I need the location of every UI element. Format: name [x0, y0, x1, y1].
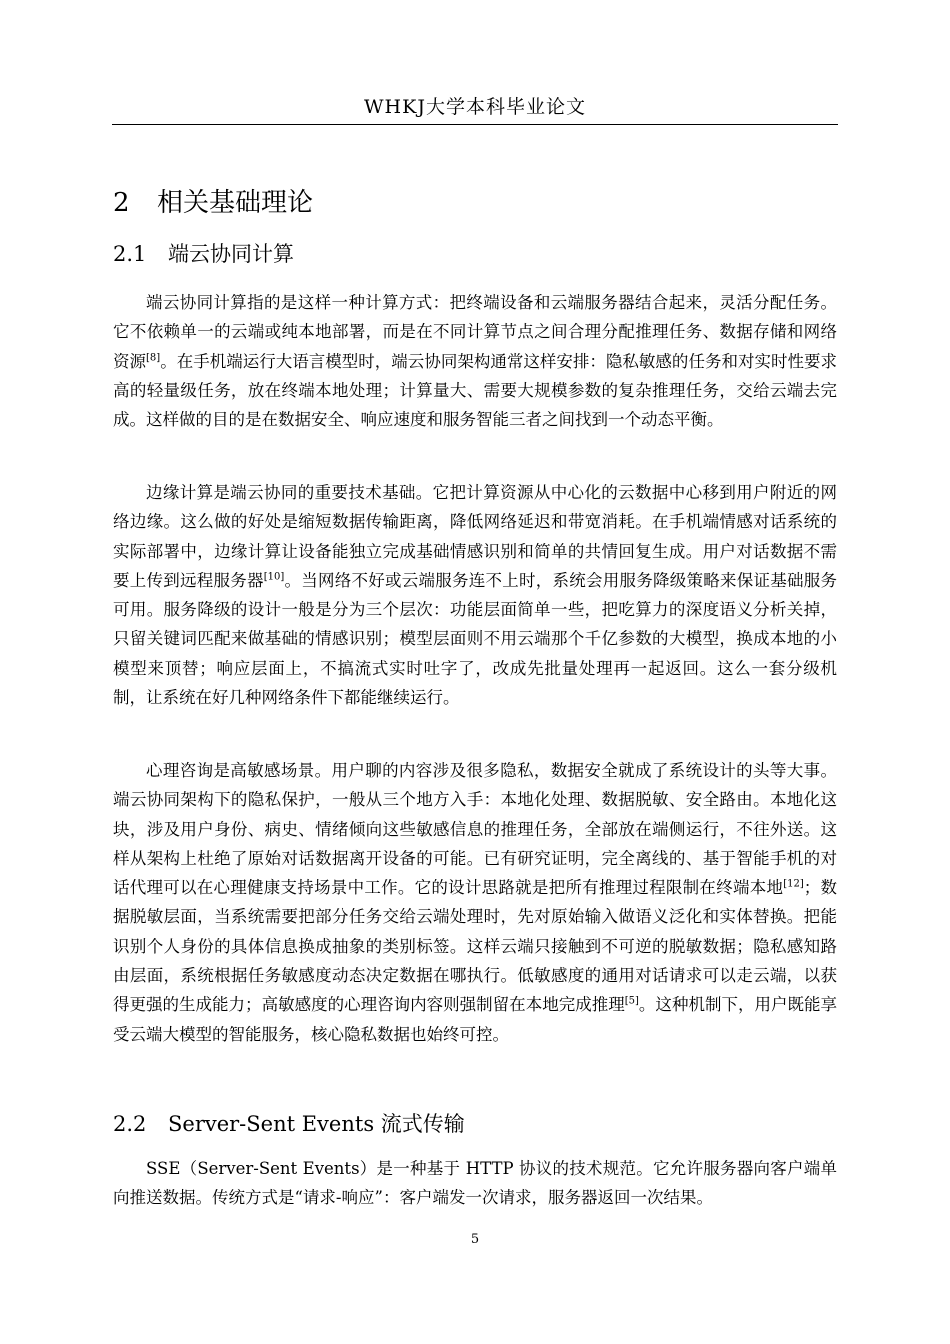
- header-divider: [112, 124, 838, 125]
- paragraph-text: 端云协同计算指的是这样一种计算方式：把终端设备和云端服务器结合起来，灵活分配任务。它不依赖单一的云端或纯本地部署，而是在不同计算节点之间合理分配推理任务、数据存储和网络资源: [113, 293, 837, 371]
- paragraph-3: [113, 756, 837, 1049]
- paragraph-text: 心理咨询是高敏感场景。用户聊的内容涉及很多隐私，数据安全就成了系统设计的头等大事。端云协同架构下的隐私保护，一般从三个地方入手：本地化处理、数据脱敏、安全路由。本地化这块，涉及用户身份、病史、情绪倾向这些敏感信息的推理任务，全部放在端侧运行，不往外送。这样从架构上杜绝了原始对话数据离开设备的可能。已有研究证明，完全离线的、基于智能手机的对话代理可以在心理健康支持场景中工作。它的设计思路就是把所有推理过程限制在终端本地: [113, 761, 837, 898]
- paragraph-text: ；数据脱敏层面，当系统需要把部分任务交给云端处理时，先对原始输入做语义泛化和实体替换。把能识别个人身份的具体信息换成抽象的类别标签。这样云端只接触到不可逆的脱敏数据；隐私感知路由层面，系统根据任务敏感度动态决定数据在哪执行。低敏感度的通用对话请求可以走云端，以获得更强的生成能力；高敏感度的心理咨询内容则强制留在本地完成推理: [113, 878, 838, 1015]
- paragraph-4: [113, 1154, 837, 1213]
- paragraph-text: 。当网络不好或云端服务连不上时，系统会用服务降级策略来保证基础服务可用。服务降级的设计一般是分为三个层次：功能层面简单一些，把吃算力的深度语义分析关掉，只留关键词匹配来做基础的情感识别；模型层面则不用云端那个千亿参数的大模型，换成本地的小模型来顶替；响应层面上，不搞流式实时吐字了，改成先批量处理再一起返回。这么一套分级机制，让系统在好几种网络条件下都能继续运行。: [113, 570, 838, 708]
- chapter-number: 2: [113, 188, 130, 218]
- section-number: 2.1: [113, 242, 147, 266]
- chapter-title: 相关基础理论: [157, 188, 314, 218]
- running-header: WHKJ大学本科毕业论文: [364, 96, 586, 118]
- section-heading-2-2: [113, 1108, 465, 1140]
- paragraph-text: 边缘计算是端云协同的重要技术基础。它把计算资源从中心化的云数据中心移到用户附近的网络边缘。这么做的好处是缩短数据传输距离，降低网络延迟和带宽消耗。在手机端情感对话系统的实际部署中，边缘计算让设备能独立完成基础情感识别和简单的共情回复生成。用户对话数据不需要上传到远程服务器: [113, 483, 837, 590]
- citation: [8]: [146, 352, 161, 364]
- paragraph-1: [113, 288, 837, 434]
- paragraph-2: [113, 478, 837, 712]
- page-number: 5: [470, 1232, 480, 1247]
- section-heading-2-1: [113, 238, 294, 270]
- section-number: 2.2: [113, 1112, 147, 1136]
- paragraph-text: SSE（Server-Sent Events）是一种基于 HTTP 协议的技术规范。它允许服务器向客户端单向推送数据。传统方式是“请求-响应”：客户端发一次请求，服务器返回一次结果。: [113, 1159, 837, 1208]
- section-title: 端云协同计算: [168, 242, 294, 266]
- paragraph-text: 。在手机端运行大语言模型时，端云协同架构通常这样安排：隐私敏感的任务和对实时性要求高的轻量级任务，放在终端本地处理；计算量大、需要大规模参数的复杂推理任务，交给云端去完成。这样做的目的是在数据安全、响应速度和服务智能三者之间找到一个动态平衡。: [113, 351, 838, 430]
- section-title: Server-Sent Events 流式传输: [168, 1112, 465, 1136]
- citation: [12]: [783, 878, 804, 890]
- chapter-heading: [113, 183, 313, 223]
- citation: [5]: [624, 995, 639, 1007]
- paragraph-text: 。这种机制下，用户既能享受云端大模型的智能服务，核心隐私数据也始终可控。: [113, 995, 838, 1044]
- citation: [10]: [263, 571, 285, 583]
